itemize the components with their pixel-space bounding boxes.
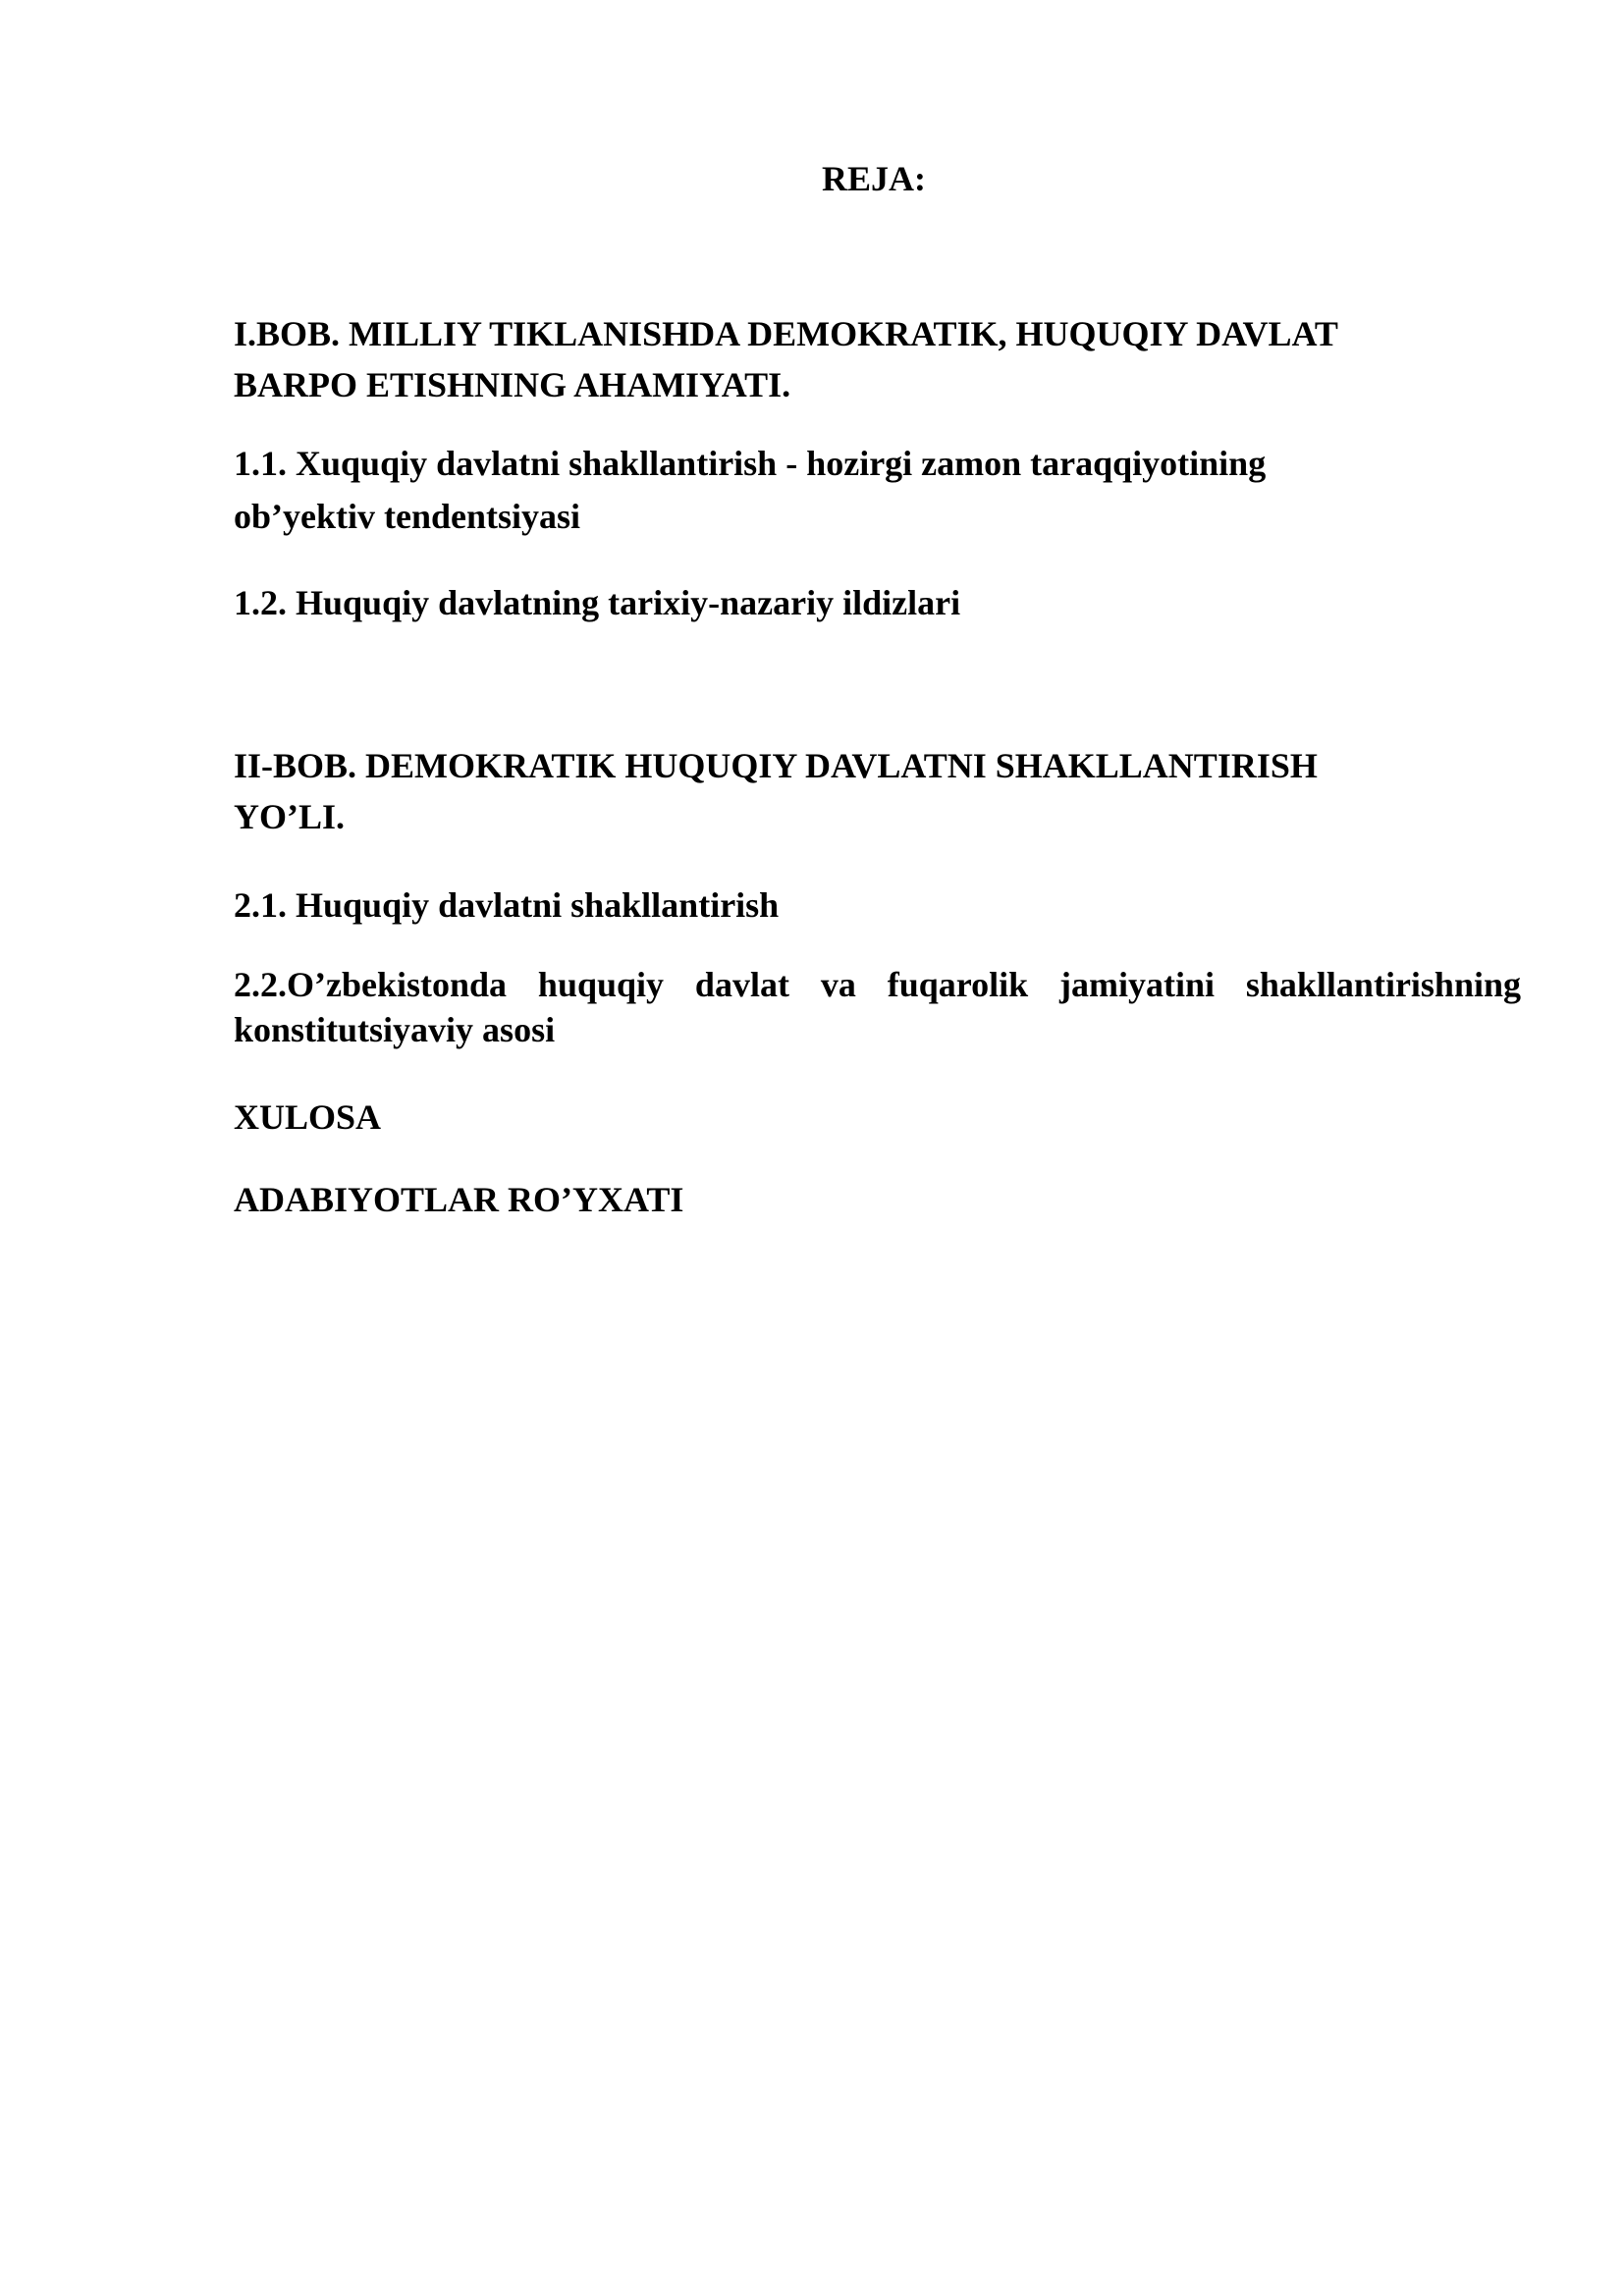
- chapter-2-heading-line-1: II-BOB. DEMOKRATIK HUQUQIY DAVLATNI SHAKLLANTIRISH: [234, 746, 1318, 785]
- section-1-2: 1.2. Huquqiy davlatning tarixiy-nazariy ildizlari: [234, 583, 961, 622]
- page-title: REJA:: [822, 159, 926, 198]
- section-2-2-line-1: 2.2.O’zbekistonda huquqiy davlat va fuqarolik jamiyatini shakllantirishning: [234, 965, 1521, 1004]
- references-heading: ADABIYOTLAR RO’YXATI: [234, 1180, 684, 1219]
- section-2-1: 2.1. Huquqiy davlatni shakllantirish: [234, 885, 780, 925]
- conclusion-heading: XULOSA: [234, 1097, 382, 1137]
- chapter-1-heading-line-2: BARPO ETISHNING AHAMIYATI.: [234, 365, 791, 404]
- section-1-1-line-2: ob’yektiv tendentsiyasi: [234, 497, 581, 536]
- chapter-2-heading-line-2: YO’LI.: [234, 797, 346, 836]
- section-2-2-line-2: konstitutsiyaviy asosi: [234, 1010, 556, 1049]
- section-1-1-line-1: 1.1. Xuquqiy davlatni shakllantirish - hozirgi zamon taraqqiyotining: [234, 444, 1267, 483]
- section-2-2: [234, 962, 1521, 1052]
- chapter-1-heading-line-1: I.BOB. MILLIY TIKLANISHDA DEMOKRATIK, HUQUQIY DAVLAT: [234, 314, 1338, 353]
